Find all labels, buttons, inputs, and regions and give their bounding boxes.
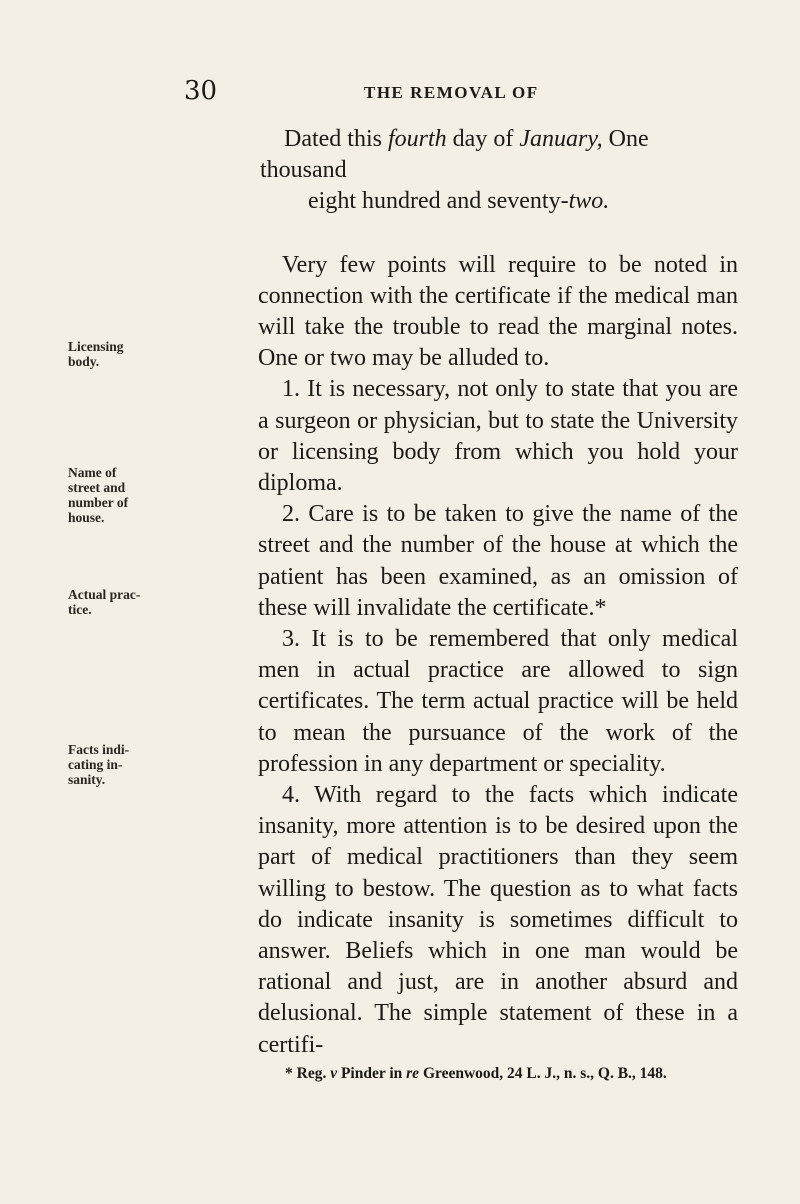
marginal-note-practice: Actual prac- tice.	[68, 587, 141, 617]
footnote: * Reg. v Pinder in re Greenwood, 24 L. J., n. s., Q. B., 148.	[285, 1065, 667, 1082]
paragraph-4: 4. With regard to the facts which indicate insanity, more attention is to be desired upon the part of medical practitioners than they seem willing to bestow. The question as to what facts do indicate insanity is sometimes difficult to answer. Beliefs which in one man would be rational and just, are in another absurd and delusional. The simple statement of these in a certifi-	[258, 782, 738, 1058]
marginal-note-facts: Facts indi- cating in- sanity.	[68, 742, 130, 787]
main-text	[258, 124, 738, 1061]
paragraph-2: 2. Care is to be taken to give the name of the street and the number of the house at which the patient has been examined, as an omission of these will invalidate the certificate.*	[258, 501, 738, 621]
running-head: THE REMOVAL OF	[364, 83, 539, 102]
page-number: 30	[184, 76, 218, 106]
dated-line: Dated this fourth day of January, One thousand eight hundred and seventy-two.	[260, 126, 649, 215]
paragraph-1: 1. It is necessary, not only to state that you are a surgeon or physician, but to state the University or licensing body from which you hold your diploma.	[258, 376, 738, 497]
marginal-note-licensing: Licensing body.	[68, 339, 124, 369]
page-header	[0, 76, 800, 116]
intro-paragraph: Very few points will require to be noted in connection with the certificate if the medical man will take the trouble to read the marginal notes. One or two may be alluded to.	[258, 251, 738, 372]
paragraph-3: 3. It is to be remembered that only medical men in actual practice are allowed to sign certificates. The term actual practice will be held to mean the pursuance of the work of the profession in any department or speciality.	[258, 626, 738, 777]
marginal-note-street: Name of street and number of house.	[68, 465, 129, 525]
